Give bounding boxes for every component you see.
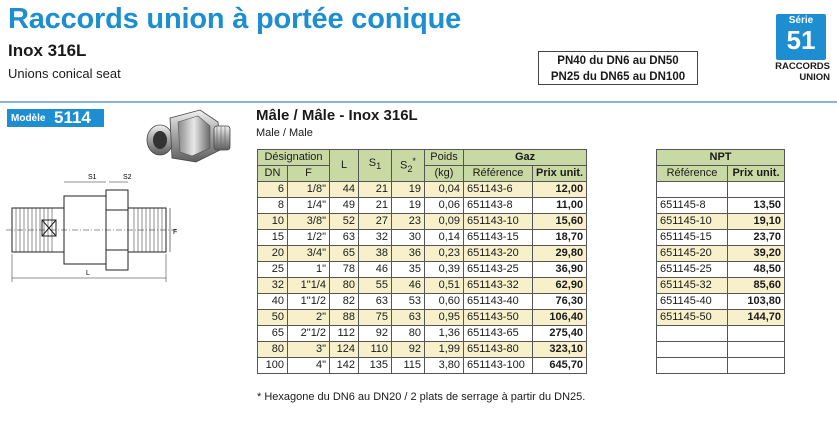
cell-npt-reference: 651145-50 [657, 310, 728, 326]
cell-dn: 15 [258, 230, 288, 246]
cell-gaz-price: 275,40 [533, 326, 587, 342]
npt-table-row [657, 182, 785, 198]
cell-s2: 80 [392, 326, 425, 342]
cell-f: 1" [288, 262, 330, 278]
cell-f: 1"1/4 [288, 278, 330, 294]
s2-header: $S_2^*$ [392, 150, 425, 182]
cell-s2: 36 [392, 246, 425, 262]
cell-s1: 21 [359, 182, 392, 198]
l-header: L [330, 150, 359, 182]
material-subtitle: Inox 316L [8, 41, 87, 60]
npt-table-row [657, 326, 785, 342]
gaz-header: Gaz [464, 150, 587, 166]
cell-gaz-price: 15,60 [533, 214, 587, 230]
cell-dn: 40 [258, 294, 288, 310]
cell-s1: 55 [359, 278, 392, 294]
cell-s1: 21 [359, 198, 392, 214]
cell-gaz-reference: 651143-20 [464, 246, 533, 262]
cell-poids: 0,09 [425, 214, 464, 230]
cell-s1: 38 [359, 246, 392, 262]
cell-npt-reference [657, 326, 728, 342]
cell-l: 82 [330, 294, 359, 310]
cell-dn: 65 [258, 326, 288, 342]
cell-s2: 30 [392, 230, 425, 246]
cell-dn: 25 [258, 262, 288, 278]
npt-table-row [657, 262, 785, 278]
cell-l: 63 [330, 230, 359, 246]
pressure-rating-box [538, 51, 698, 85]
cell-f: 1/8" [288, 182, 330, 198]
pressure-line-2: PN25 du DN65 au DN100 [550, 71, 686, 83]
cell-l: 49 [330, 198, 359, 214]
cell-gaz-price: 62,90 [533, 278, 587, 294]
npt-spec-table [656, 149, 785, 374]
cell-gaz-reference: 651143-80 [464, 342, 533, 358]
cell-gaz-reference: 651143-25 [464, 262, 533, 278]
category-line-1: RACCORDS [775, 61, 830, 72]
table-row [258, 294, 587, 310]
cell-npt-price: 23,70 [728, 230, 785, 246]
cell-s2: 23 [392, 214, 425, 230]
cell-f: 1"1/2 [288, 294, 330, 310]
cell-npt-price: 48,50 [728, 262, 785, 278]
table-row [258, 342, 587, 358]
section-title: Mâle / Mâle - Inox 316L [256, 107, 418, 124]
page-title: Raccords union à portée conique [8, 3, 462, 35]
cell-s2: 35 [392, 262, 425, 278]
cell-npt-reference: 651145-10 [657, 214, 728, 230]
cell-poids: 0,14 [425, 230, 464, 246]
cell-s1: 46 [359, 262, 392, 278]
cell-s1: 75 [359, 310, 392, 326]
cell-npt-price [728, 326, 785, 342]
cell-l: 112 [330, 326, 359, 342]
cell-dn: 6 [258, 182, 288, 198]
f-label: F [173, 229, 178, 236]
cell-gaz-price: 29,80 [533, 246, 587, 262]
cell-npt-price: 103,80 [728, 294, 785, 310]
english-subtitle: Unions conical seat [8, 66, 121, 81]
s2-label: S2 [123, 174, 132, 181]
cell-s2: 115 [392, 358, 425, 374]
table-row [258, 182, 587, 198]
cell-dn: 100 [258, 358, 288, 374]
cell-gaz-price: 18,70 [533, 230, 587, 246]
table-row [258, 326, 587, 342]
cell-s1: 27 [359, 214, 392, 230]
table-row [258, 246, 587, 262]
cell-gaz-reference: 651143-8 [464, 198, 533, 214]
cell-poids: 0,39 [425, 262, 464, 278]
cell-poids: 1,36 [425, 326, 464, 342]
technical-drawing [6, 170, 184, 288]
model-label: Modèle [11, 113, 46, 124]
s1-label: S1 [88, 174, 97, 181]
npt-price-header: Prix unit. [728, 166, 785, 182]
cell-poids: 0,04 [425, 182, 464, 198]
cell-s1: 135 [359, 358, 392, 374]
npt-table-row [657, 294, 785, 310]
cell-s1: 63 [359, 294, 392, 310]
cell-l: 80 [330, 278, 359, 294]
cell-l: 88 [330, 310, 359, 326]
dn-header: DN [258, 166, 288, 182]
cell-poids: 3,80 [425, 358, 464, 374]
cell-npt-reference: 651145-8 [657, 198, 728, 214]
cell-dn: 20 [258, 246, 288, 262]
table-row [258, 262, 587, 278]
table-row [258, 214, 587, 230]
gaz-reference-header: Référence [464, 166, 533, 182]
cell-gaz-price: 323,10 [533, 342, 587, 358]
cell-f: 4" [288, 358, 330, 374]
cell-f: 3/8" [288, 214, 330, 230]
cell-npt-reference: 651145-25 [657, 262, 728, 278]
cell-dn: 10 [258, 214, 288, 230]
cell-f: 2" [288, 310, 330, 326]
cell-dn: 80 [258, 342, 288, 358]
table-row [258, 278, 587, 294]
npt-table-row [657, 310, 785, 326]
f-header: F [288, 166, 330, 182]
cell-gaz-reference: 651143-15 [464, 230, 533, 246]
serie-label: Série [788, 15, 814, 26]
cell-s1: 110 [359, 342, 392, 358]
cell-dn: 32 [258, 278, 288, 294]
cell-npt-reference [657, 182, 728, 198]
npt-table-row [657, 198, 785, 214]
cell-npt-reference: 651145-15 [657, 230, 728, 246]
section-subtitle: Male / Male [256, 127, 313, 139]
npt-header: NPT [657, 150, 785, 166]
cell-gaz-price: 36,90 [533, 262, 587, 278]
cell-s2: 63 [392, 310, 425, 326]
cell-npt-reference [657, 358, 728, 374]
npt-table-row [657, 214, 785, 230]
cell-l: 78 [330, 262, 359, 278]
cell-gaz-price: 106,40 [533, 310, 587, 326]
cell-f: 3/4" [288, 246, 330, 262]
cell-gaz-price: 76,30 [533, 294, 587, 310]
table-row [258, 358, 587, 374]
cell-s2: 53 [392, 294, 425, 310]
cell-gaz-reference: 651143-65 [464, 326, 533, 342]
cell-npt-price: 39,20 [728, 246, 785, 262]
cell-s2: 46 [392, 278, 425, 294]
npt-table-row [657, 230, 785, 246]
cell-poids: 1,99 [425, 342, 464, 358]
cell-f: 2"1/2 [288, 326, 330, 342]
cell-s1: 32 [359, 230, 392, 246]
cell-l: 65 [330, 246, 359, 262]
cell-npt-reference: 651145-32 [657, 278, 728, 294]
cell-npt-price: 85,60 [728, 278, 785, 294]
cell-dn: 50 [258, 310, 288, 326]
cell-l: 142 [330, 358, 359, 374]
npt-table-row [657, 278, 785, 294]
cell-poids: 0,95 [425, 310, 464, 326]
cell-poids: 0,51 [425, 278, 464, 294]
category-line-2: UNION [799, 72, 830, 83]
cell-gaz-reference: 651143-50 [464, 310, 533, 326]
cell-gaz-reference: 651143-6 [464, 182, 533, 198]
model-tag [7, 109, 104, 127]
serie-badge [776, 14, 826, 60]
cell-gaz-reference: 651143-40 [464, 294, 533, 310]
cell-gaz-price: 645,70 [533, 358, 587, 374]
cell-l: 124 [330, 342, 359, 358]
s1-header: $S_1$ [359, 150, 392, 182]
kg-header: (kg) [425, 166, 464, 182]
designation-header: Désignation [258, 150, 330, 166]
cell-poids: 0,60 [425, 294, 464, 310]
cell-gaz-price: 11,00 [533, 198, 587, 214]
footnote: * Hexagone du DN6 au DN20 / 2 plats de serrage à partir du DN25. [257, 391, 586, 403]
cell-s2: 92 [392, 342, 425, 358]
table-row [258, 230, 587, 246]
gaz-price-header: Prix unit. [533, 166, 587, 182]
cell-npt-price: 144,70 [728, 310, 785, 326]
poids-header: Poids [425, 150, 464, 166]
cell-poids: 0,23 [425, 246, 464, 262]
cell-l: 44 [330, 182, 359, 198]
cell-npt-price [728, 358, 785, 374]
table-row [258, 310, 587, 326]
pressure-line-1: PN40 du DN6 au DN50 [557, 55, 679, 67]
cell-f: 1/4" [288, 198, 330, 214]
gaz-spec-table [257, 149, 587, 374]
cell-poids: 0,06 [425, 198, 464, 214]
cell-npt-reference: 651145-40 [657, 294, 728, 310]
cell-npt-reference: 651145-20 [657, 246, 728, 262]
cell-s2: 19 [392, 198, 425, 214]
cell-s2: 19 [392, 182, 425, 198]
npt-table-row [657, 342, 785, 358]
cell-gaz-reference: 651143-32 [464, 278, 533, 294]
cell-npt-price: 19,10 [728, 214, 785, 230]
cell-gaz-price: 12,00 [533, 182, 587, 198]
header-divider [0, 101, 837, 103]
l-label: L [86, 270, 90, 277]
cell-l: 52 [330, 214, 359, 230]
cell-npt-price [728, 342, 785, 358]
product-photo [138, 100, 238, 175]
cell-f: 3" [288, 342, 330, 358]
cell-npt-reference [657, 342, 728, 358]
cell-npt-price [728, 182, 785, 198]
model-number: 5114 [54, 108, 91, 127]
cell-f: 1/2" [288, 230, 330, 246]
cell-s1: 92 [359, 326, 392, 342]
cell-dn: 8 [258, 198, 288, 214]
npt-table-row [657, 358, 785, 374]
table-row [258, 198, 587, 214]
npt-reference-header: Référence [657, 166, 728, 182]
cell-npt-price: 13,50 [728, 198, 785, 214]
npt-table-row [657, 246, 785, 262]
cell-gaz-reference: 651143-100 [464, 358, 533, 374]
cell-gaz-reference: 651143-10 [464, 214, 533, 230]
serie-number: 51 [786, 25, 816, 55]
category-label [762, 61, 830, 83]
